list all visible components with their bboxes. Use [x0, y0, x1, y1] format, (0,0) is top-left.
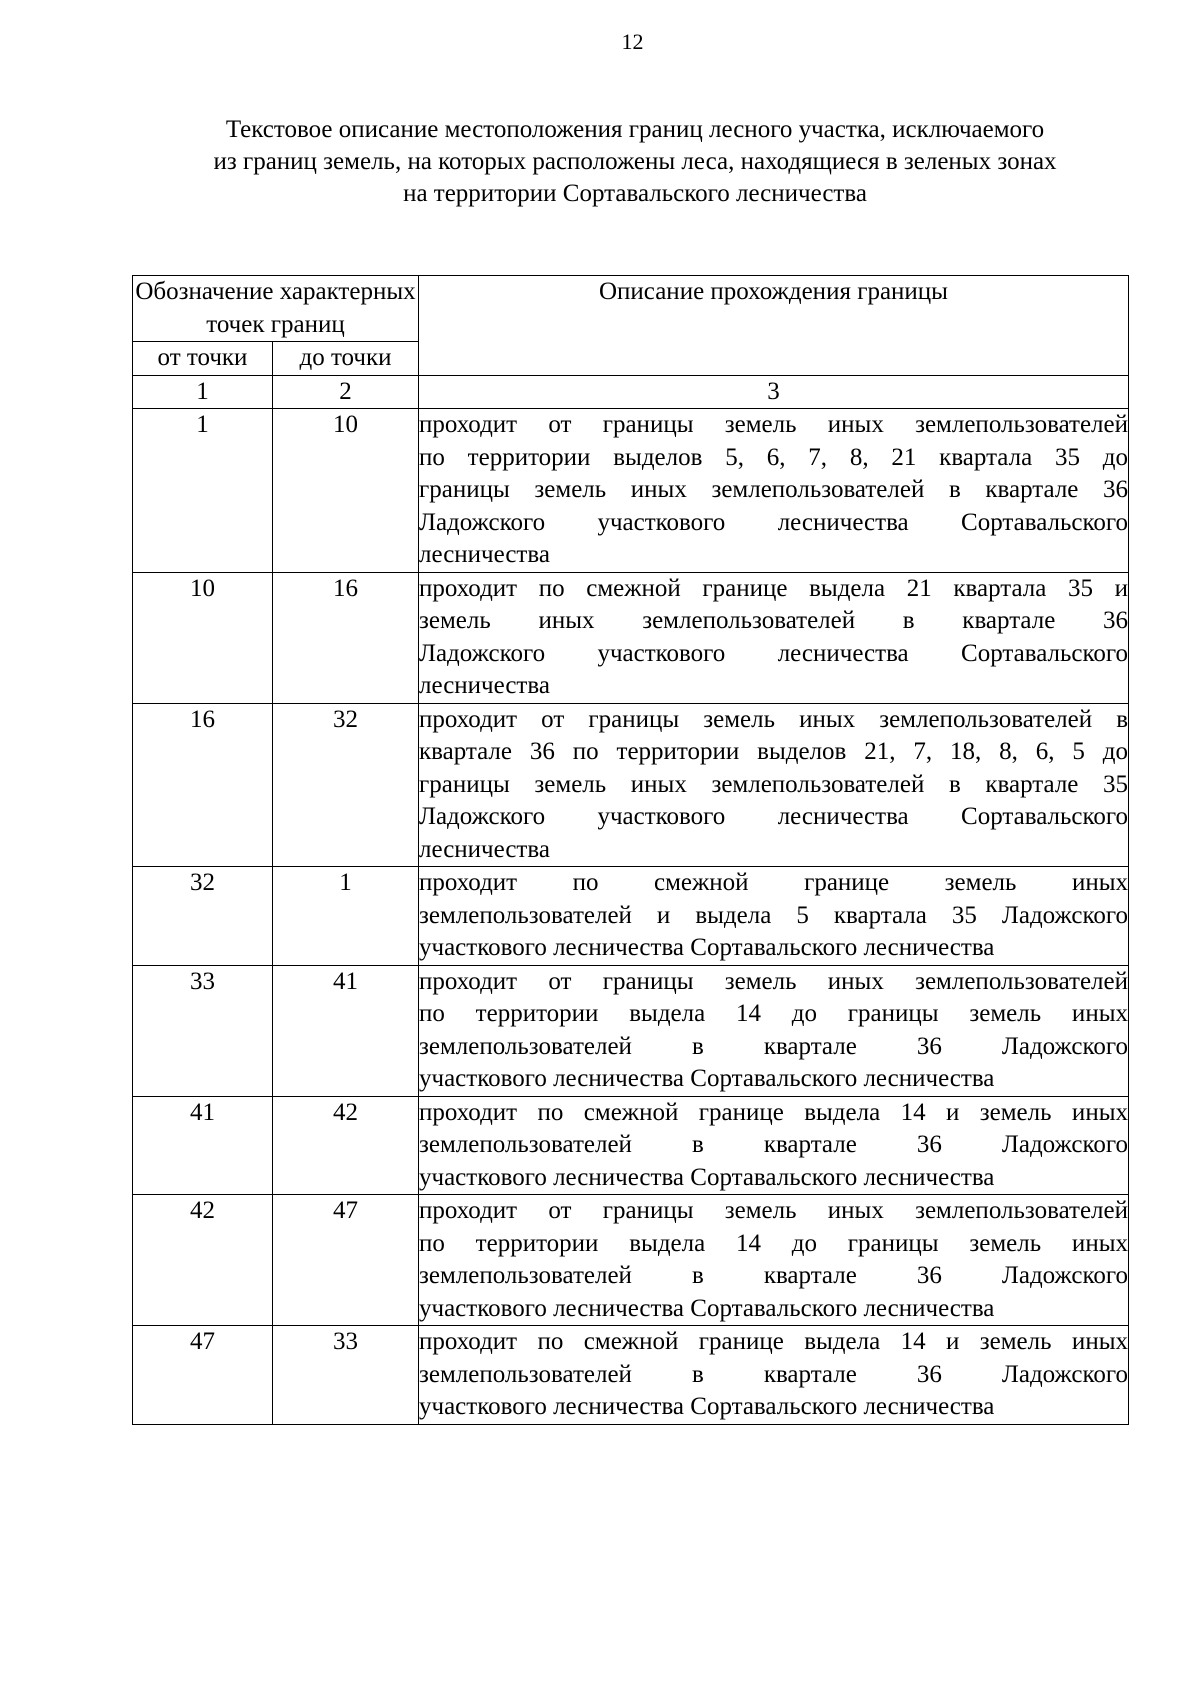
- page-number: 12: [621, 29, 644, 54]
- description-line: участкового лесничества Сортавальского лесничества: [419, 1163, 995, 1191]
- description-line: землепользователей и выдела 5 квартала 35 Ладожского: [419, 901, 1128, 929]
- boundary-description-cell: [419, 1096, 1129, 1195]
- boundary-description-cell: [419, 965, 1129, 1096]
- to-point-cell: 47: [273, 1195, 419, 1326]
- from-point-cell: 41: [133, 1096, 273, 1195]
- description-line: проходит по смежной границе выдела 14 и земель иных: [419, 1098, 1128, 1126]
- description-line: проходит от границы земель иных землепользователей: [419, 411, 1128, 438]
- description-line: лесничества: [419, 541, 550, 568]
- description-line: земель иных землепользователей в квартале 36: [419, 607, 1128, 634]
- table-body: [133, 409, 1129, 1425]
- column-number-1: 1: [133, 375, 273, 409]
- boundary-description-cell: [419, 703, 1129, 867]
- boundary-description-cell: [419, 409, 1129, 573]
- boundary-description-cell: [419, 867, 1129, 966]
- header-description: Описание прохождения границы: [419, 276, 1129, 376]
- description-line: проходит от границы земель иных землепользователей: [419, 967, 1128, 995]
- description-line: Ладожского участкового лесничества Сортавальского: [419, 803, 1128, 830]
- title-line-3: на территории Сортавальского лесничества: [403, 180, 867, 207]
- from-point-cell: 1: [133, 409, 273, 573]
- description-line: проходит по смежной границе земель иных: [419, 869, 1128, 896]
- column-number-2: 2: [273, 375, 419, 409]
- document-title: [140, 114, 1130, 210]
- boundary-description-cell: [419, 572, 1129, 703]
- header-designation: Обозначение характерных точек границ: [133, 276, 419, 342]
- description-line: участкового лесничества Сортавальского лесничества: [419, 934, 995, 961]
- boundary-description-cell: [419, 1195, 1129, 1326]
- description-line: участкового лесничества Сортавальского лесничества: [419, 1065, 995, 1092]
- description-line: Ладожского участкового лесничества Сортавальского: [419, 639, 1128, 667]
- to-point-cell: 10: [273, 409, 419, 573]
- table-row: [133, 1096, 1129, 1195]
- header-from-point: от точки: [133, 342, 273, 376]
- from-point-cell: 47: [133, 1326, 273, 1425]
- table-header: [133, 276, 1129, 409]
- table-row: [133, 965, 1129, 1096]
- to-point-cell: 41: [273, 965, 419, 1096]
- description-line: землепользователей в квартале 36 Ладожского: [419, 1131, 1128, 1158]
- table-row: [133, 1326, 1129, 1425]
- header-to-point: до точки: [273, 342, 419, 376]
- description-line: лесничества: [419, 672, 550, 699]
- description-line: по территории выдела 14 до границы земель иных: [419, 1000, 1128, 1027]
- header-row-numbers: [133, 375, 1129, 409]
- description-line: по территории выдела 14 до границы земель иных: [419, 1229, 1128, 1257]
- description-line: квартале 36 по территории выделов 21, 7, 18, 8, 6, 5 до: [419, 738, 1128, 765]
- from-point-cell: 10: [133, 572, 273, 703]
- table-row: [133, 1195, 1129, 1326]
- table-row: [133, 703, 1129, 867]
- description-line: границы земель иных землепользователей в квартале 36: [419, 476, 1128, 503]
- description-line: проходит от границы земель иных землепользователей: [419, 1197, 1128, 1224]
- table-row: [133, 867, 1129, 966]
- title-line-2: из границ земель, на которых расположены леса, находящиеся в зеленых зонах: [213, 148, 1057, 175]
- to-point-cell: 1: [273, 867, 419, 966]
- description-line: землепользователей в квартале 36 Ладожского: [419, 1032, 1128, 1060]
- description-line: Ладожского участкового лесничества Сортавальского: [419, 508, 1128, 536]
- to-point-cell: 42: [273, 1096, 419, 1195]
- title-line-1: Текстовое описание местоположения границ лесного участка, исключаемого: [225, 116, 1045, 143]
- to-point-cell: 32: [273, 703, 419, 867]
- from-point-cell: 32: [133, 867, 273, 966]
- description-line: по территории выделов 5, 6, 7, 8, 21 квартала 35 до: [419, 443, 1128, 471]
- description-line: границы земель иных землепользователей в квартале 35: [419, 770, 1128, 798]
- boundary-description-table: [132, 275, 1129, 1425]
- description-line: проходит по смежной границе выдела 21 квартала 35 и: [419, 574, 1128, 602]
- description-line: проходит от границы земель иных землепользователей в: [419, 705, 1128, 733]
- description-line: землепользователей в квартале 36 Ладожского: [419, 1360, 1128, 1388]
- description-line: землепользователей в квартале 36 Ладожского: [419, 1262, 1128, 1289]
- table-row: [133, 572, 1129, 703]
- description-line: лесничества: [419, 835, 550, 863]
- description-line: участкового лесничества Сортавальского лесничества: [419, 1294, 995, 1322]
- from-point-cell: 16: [133, 703, 273, 867]
- to-point-cell: 16: [273, 572, 419, 703]
- column-number-3: 3: [419, 375, 1129, 409]
- header-row-main: [133, 276, 1129, 342]
- from-point-cell: 33: [133, 965, 273, 1096]
- description-line: проходит по смежной границе выдела 14 и земель иных: [419, 1328, 1128, 1355]
- to-point-cell: 33: [273, 1326, 419, 1425]
- from-point-cell: 42: [133, 1195, 273, 1326]
- boundary-description-cell: [419, 1326, 1129, 1425]
- description-line: участкового лесничества Сортавальского лесничества: [419, 1393, 995, 1420]
- table-row: [133, 409, 1129, 573]
